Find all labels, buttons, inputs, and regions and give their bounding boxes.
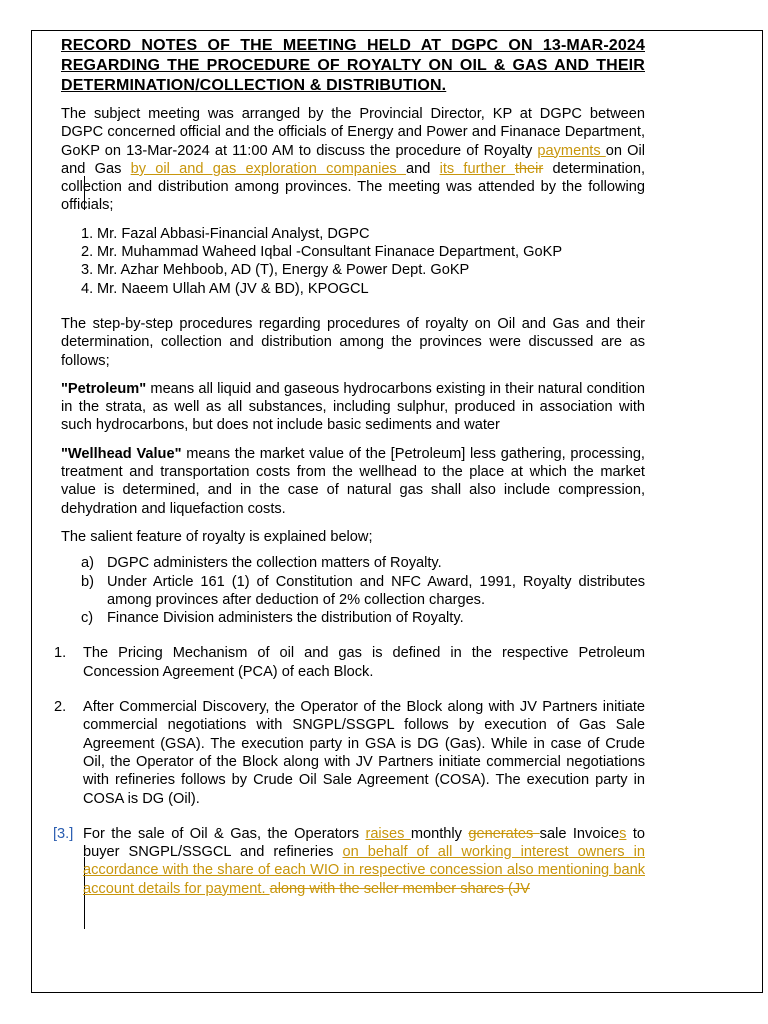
inserted-text: raises — [365, 825, 411, 842]
list-item: 3. Mr. Azhar Mehboob, AD (T), Energy & Power Dept. GoKP — [81, 262, 470, 279]
intro-paragraph: The subject meeting was arranged by the Provincial Director, KP at DGPC between DGPC concerned official and the officials of Energy and Power and Finanace Department, GoKP on 13-Mar-2024 at 11:00 AM to discuss the procedure of Royalty payments on Oil and Gas by oil and gas exploration companies and its further their determination, collection and distribution among provinces. The meeting was attended by the following officials; — [61, 106, 645, 214]
inserted-text: s — [619, 825, 627, 842]
officials-list — [61, 225, 645, 298]
inserted-text: its further — [439, 160, 515, 177]
petroleum-definition: "Petroleum" means all liquid and gaseous hydrocarbons existing in their natural condition in the strata, as well as all substances, including sulphur, produced in association with such hydrocarbons, but does not include basic sediments and water — [61, 380, 645, 434]
list-item: 2. Mr. Muhammad Waheed Iqbal -Consultant Finanace Department, GoKP — [81, 244, 563, 261]
list-item: 2. After Commercial Discovery, the Operator of the Block along with JV Partners initiate commercial negotiations with SNGPL/SSGPL follows by execution of Gas Sale Agreement (GSA). The execution party in GSA is DG (Gas). While in case of Crude Oil, the Operator of the Block along with JV Partners initiate commercial negotiations with refineries follows by Crude Oil Sale Agreement (COSA). The execution party in COSA is DG (Oil). — [54, 699, 645, 807]
steps-intro-paragraph: The step-by-step procedures regarding procedures of royalty on Oil and Gas and their determination, collection and distribution among the provinces were discussed are as follows; — [61, 315, 645, 369]
list-item: 1. Mr. Fazal Abbasi-Financial Analyst, DGPC — [81, 225, 370, 242]
salient-intro: The salient feature of royalty is explained below; — [61, 528, 373, 545]
document-body — [53, 36, 645, 915]
inserted-text: by oil and gas exploration companies — [130, 160, 406, 177]
document-title: RECORD NOTES OF THE MEETING HELD AT DGPC ON 13-MAR-2024 REGARDING THE PROCEDURE OF ROYALTY ON OIL & GAS AND THEIR DETERMINATION/COLLECTION & DISTRIBUTION. — [61, 37, 645, 94]
salient-features-list — [61, 554, 645, 627]
revised-number: [3.] — [53, 825, 74, 842]
inserted-text: on behalf of all working interest owners in accordance with the share of each WIO in respective concession also mentioning bank account details for payment. — [83, 844, 645, 897]
list-item: a) DGPC administers the collection matters of Royalty. — [81, 555, 442, 572]
list-item: [3.] For the sale of Oil & Gas, the Operators raises monthly generates sale Invoices to buyer SNGPL/SSGCL and refineries on behalf of all working interest owners in accordance with the share of each WIO in respective concession also mentioning bank account details for payment. along with the seller member shares (JV — [53, 825, 645, 897]
deleted-text: their — [514, 160, 544, 177]
list-item: 1. The Pricing Mechanism of oil and gas is defined in the respective Petroleum Concession Agreement (PCA) of each Block. — [54, 645, 645, 680]
deleted-text: along with the seller member shares (JV — [269, 880, 530, 897]
inserted-text: payments — [537, 142, 606, 159]
list-item: 4. Mr. Naeem Ullah AM (JV & BD), KPOGCL — [81, 280, 369, 297]
deleted-text: generates — [468, 825, 540, 842]
wellhead-definition: "Wellhead Value" means the market value of the [Petroleum] less gathering, processing, treatment and transportation costs from the wellhead to the place at which the market value is determined, and in the case of natural gas shall also include compression, dehydration and liquefaction costs. — [61, 445, 645, 517]
list-item: c) Finance Division administers the distribution of Royalty. — [81, 610, 464, 627]
list-item: b) Under Article 161 (1) of Constitution and NFC Award, 1991, Royalty distributes among provinces after deduction of 2% collection charges. — [81, 573, 645, 608]
procedure-points-list — [53, 644, 645, 898]
